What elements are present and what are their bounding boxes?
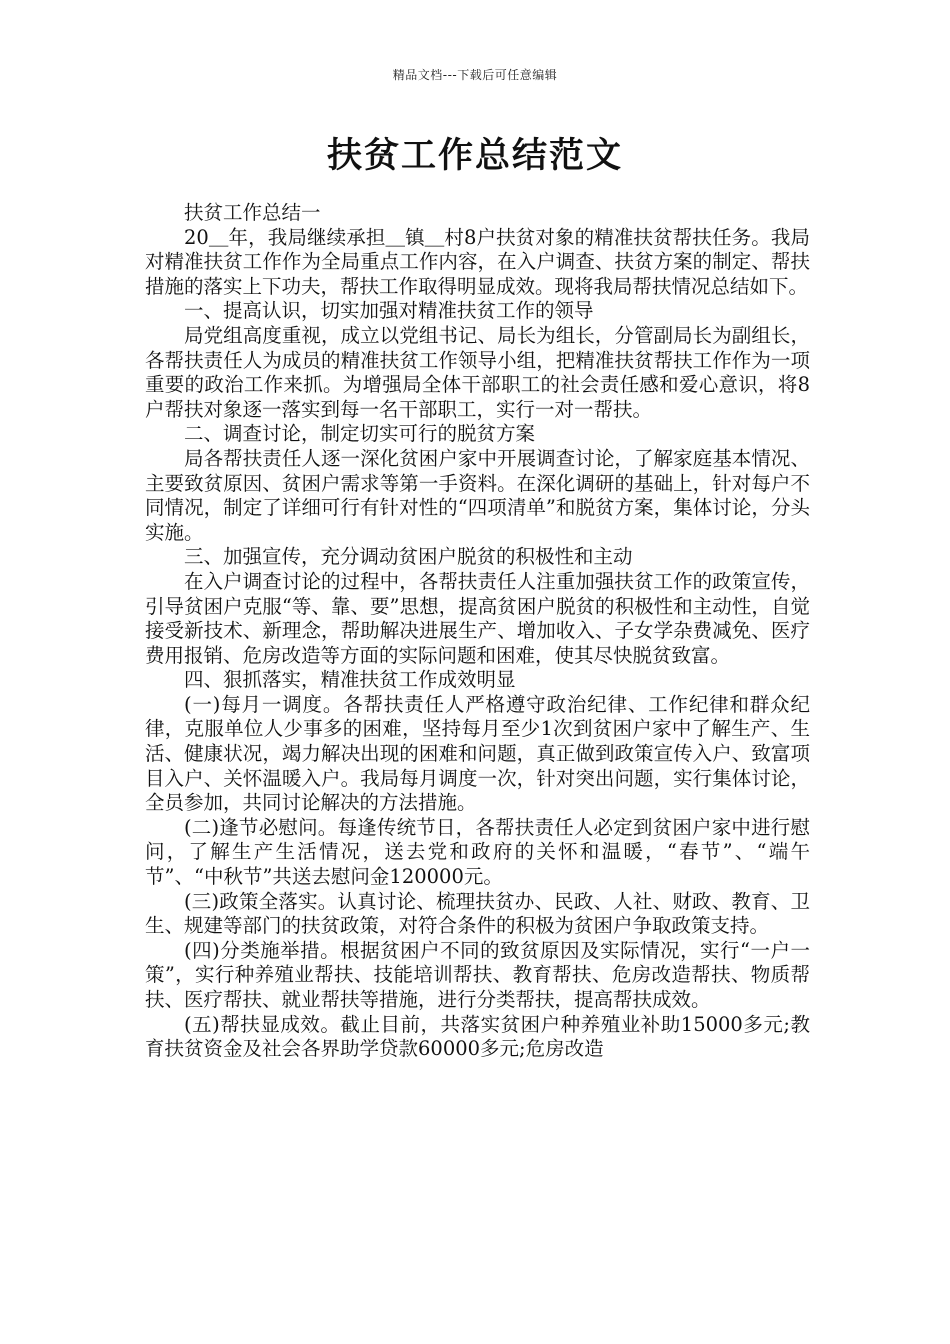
document-body bbox=[145, 201, 810, 1062]
section-heading: 一、提高认识，切实加强对精准扶贫工作的领导 bbox=[184, 299, 594, 323]
paragraph: (一)每月一调度。各帮扶责任人严格遵守政治纪律、工作纪律和群众纪律，克服单位人少事多的困难，坚持每月至少1次到贫困户家中了解生产、生活、健康状况，竭力解决出现的困难和问题，真正做到政策宣传入户、致富项目入户、关怀温暖入户。我局每月调度一次，针对突出问题，实行集体讨论，全员参加，共同讨论解决的方法措施。 bbox=[145, 692, 810, 815]
paragraph: (四)分类施举措。根据贫困户不同的致贫原因及实际情况，实行“一户一策”，实行种养殖业帮扶、技能培训帮扶、教育帮扶、危房改造帮扶、物质帮扶、医疗帮扶、就业帮扶等措施，进行分类帮扶，提高帮扶成效。 bbox=[145, 938, 810, 1011]
paragraph: 局各帮扶责任人逐一深化贫困户家中开展调查讨论，了解家庭基本情况、主要致贫原因、贫困户需求等第一手资料。在深化调研的基础上，针对每户不同情况，制定了详细可行有针对性的“四项清单”和脱贫方案，集体讨论，分头实施。 bbox=[145, 446, 810, 544]
paragraph: (三)政策全落实。认真讨论、梳理扶贫办、民政、人社、财政、教育、卫生、规建等部门的扶贫政策，对符合条件的积极为贫困户争取政策支持。 bbox=[145, 889, 810, 938]
paragraph: (二)逢节必慰问。每逢传统节日，各帮扶责任人必定到贫困户家中进行慰问，了解生产生活情况，送去党和政府的关怀和温暖，“春节”、“端午节”、“中秋节”共送去慰问金120000元。 bbox=[145, 815, 810, 889]
paragraph: 局党组高度重视，成立以党组书记、局长为组长，分管副局长为副组长，各帮扶责任人为成员的精准扶贫工作领导小组，把精准扶贫帮扶工作作为一项重要的政治工作来抓。为增强局全体干部职工的社会责任感和爱心意识，将8户帮扶对象逐一落实到每一名干部职工，实行一对一帮扶。 bbox=[145, 323, 810, 421]
section-heading: 三、加强宣传，充分调动贫困户脱贫的积极性和主动 bbox=[184, 545, 633, 569]
section-heading: 扶贫工作总结一 bbox=[184, 201, 321, 224]
paragraph: (五)帮扶显成效。截止目前，共落实贫困户种养殖业补助15000多元;教育扶贫资金及社会各界助学贷款60000多元;危房改造 bbox=[145, 1012, 810, 1061]
document-title: 扶贫工作总结范文 bbox=[326, 136, 623, 176]
header-note: 精品文档---下载后可任意编辑 bbox=[392, 68, 558, 82]
paragraph: 在入户调查讨论的过程中，各帮扶责任人注重加强扶贫工作的政策宣传，引导贫困户克服“等、靠、要”思想，提高贫困户脱贫的积极性和主动性，自觉接受新技术、新理念，帮助解决进展生产、增加收入、子女学杂费减免、医疗费用报销、危房改造等方面的实际问题和困难，使其尽快脱贫致富。 bbox=[145, 569, 810, 667]
section-heading: 二、调查讨论，制定切实可行的脱贫方案 bbox=[184, 422, 536, 446]
paragraph: 20＿年，我局继续承担＿镇＿村8户扶贫对象的精准扶贫帮扶任务。我局对精准扶贫工作作为全局重点工作内容，在入户调查、扶贫方案的制定、帮扶措施的落实上下功夫，帮扶工作取得明显成效。现将我局帮扶情况总结如下。 bbox=[145, 225, 810, 298]
section-heading: 四、狠抓落实，精准扶贫工作成效明显 bbox=[184, 668, 516, 692]
